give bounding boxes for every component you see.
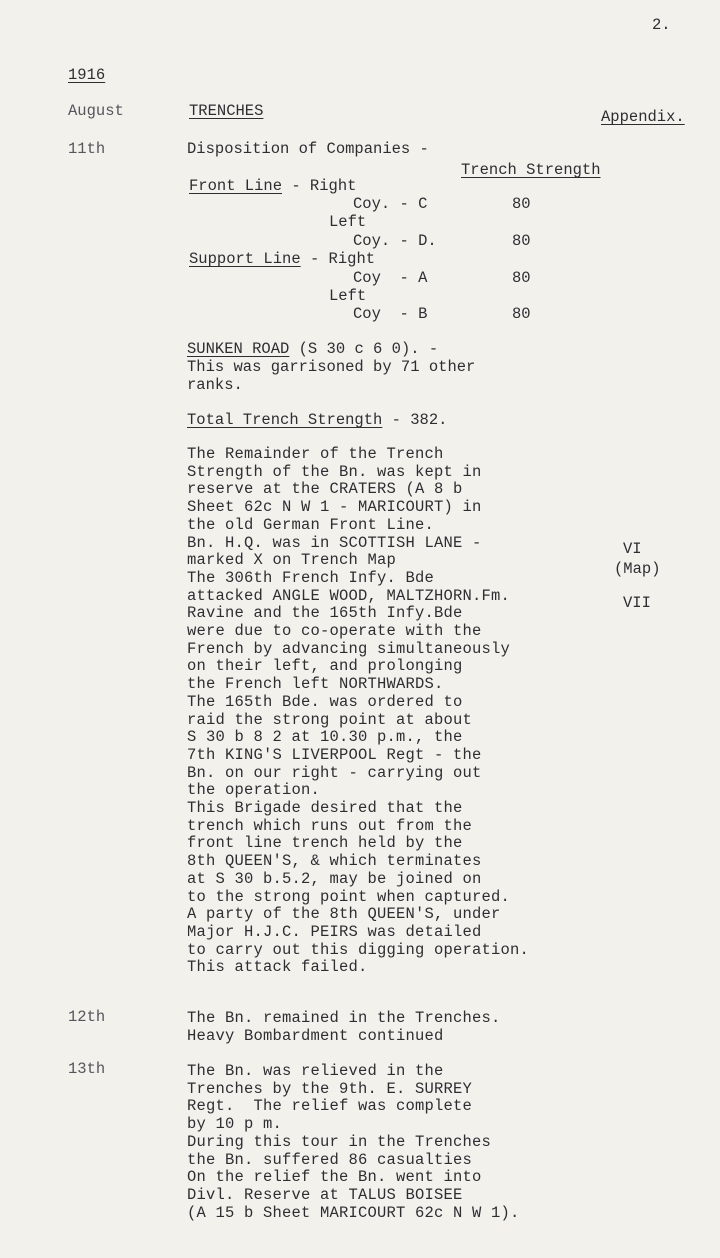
front-line-left-coy: Coy. - D. (353, 232, 437, 250)
appendix-heading: Appendix. (601, 108, 685, 126)
support-line-row (189, 250, 375, 268)
year-heading: 1916 (68, 66, 106, 84)
front-line-row (189, 177, 356, 195)
support-line-left-value: 80 (512, 305, 531, 323)
support-line-left-label: Left (329, 287, 367, 305)
front-line-right-value: 80 (512, 195, 531, 213)
sunken-road-label: SUNKEN ROAD (187, 340, 290, 358)
appendix-ref-map: (Map) (614, 560, 661, 578)
support-line-right-value: 80 (512, 269, 531, 287)
support-line-right-coy: Coy - A (353, 269, 428, 287)
paragraph-13th: The Bn. was relieved in the Trenches by the 9th. E. SURREY Regt. The relief was complete by 10 p m. During this tour in the Trenches the Bn. suffered 86 casualties On the relief the Bn. went into Divl. Reserve at TALUS BOISEE (A 15 b Sheet MARICOURT 62c N W 1). (187, 1062, 520, 1222)
sunken-road-text: This was garrisoned by 71 other ranks. (187, 358, 476, 394)
support-line-left-coy: Coy - B (353, 305, 428, 323)
front-line-right-coy: Coy. - C (353, 195, 428, 213)
sunken-road-row (187, 340, 438, 358)
section-title: TRENCHES (189, 102, 264, 120)
front-line-left-label: Left (329, 213, 367, 231)
page-number: 2. (652, 16, 671, 34)
front-line-right-label: - Right (291, 177, 357, 195)
appendix-ref-vii: VII (623, 594, 651, 612)
total-strength-value: - 382. (382, 411, 448, 429)
paragraph-12th: The Bn. remained in the Trenches. Heavy Bombardment continued (187, 1009, 501, 1045)
support-line-label: Support Line (189, 250, 301, 268)
day-12-label: 12th (68, 1008, 106, 1026)
front-line-left-value: 80 (512, 232, 531, 250)
paragraph-11th: The Remainder of the Trench Strength of the Bn. was kept in reserve at the CRATERS (A 8 b Sheet 62c N W 1 - MARICOURT) in the old German Front Line. Bn. H.Q. was in SCOTTISH LANE - marked X on Trench Map The 306th French Infy. Bde attacked ANGLE WOOD, MALTZHORN.Fm. Ravine and the 165th Infy.Bde were due to co-operate with the French by advancing simultaneously on their left, and prolonging the French left NORTHWARDS. The 165th Bde. was ordered to raid the strong point at about S 30 b 8 2 at 10.30 p.m., the 7th KING'S LIVERPOOL Regt - the Bn. on our right - carrying out the operation. This Brigade desired that the trench which runs out from the front line trench held by the 8th QUEEN'S, & which terminates at S 30 b.5.2, may be joined on to the strong point when captured. A party of the 8th QUEEN'S, under Major H.J.C. PEIRS was detailed to carry out this digging operation. This attack failed. (187, 445, 530, 977)
front-line-label: Front Line (189, 177, 283, 195)
total-strength-label: Total Trench Strength (187, 411, 383, 429)
total-strength-row (187, 411, 447, 429)
disposition-title: Disposition of Companies - (187, 140, 429, 158)
month-label: August (68, 102, 124, 120)
support-line-right-label: - Right (309, 250, 376, 268)
appendix-ref-vi: VI (623, 540, 642, 558)
day-11-label: 11th (68, 140, 106, 158)
trench-strength-header: Trench Strength (461, 161, 601, 179)
sunken-road-ref: (S 30 c 6 0). - (289, 340, 439, 358)
day-13-label: 13th (68, 1060, 106, 1078)
